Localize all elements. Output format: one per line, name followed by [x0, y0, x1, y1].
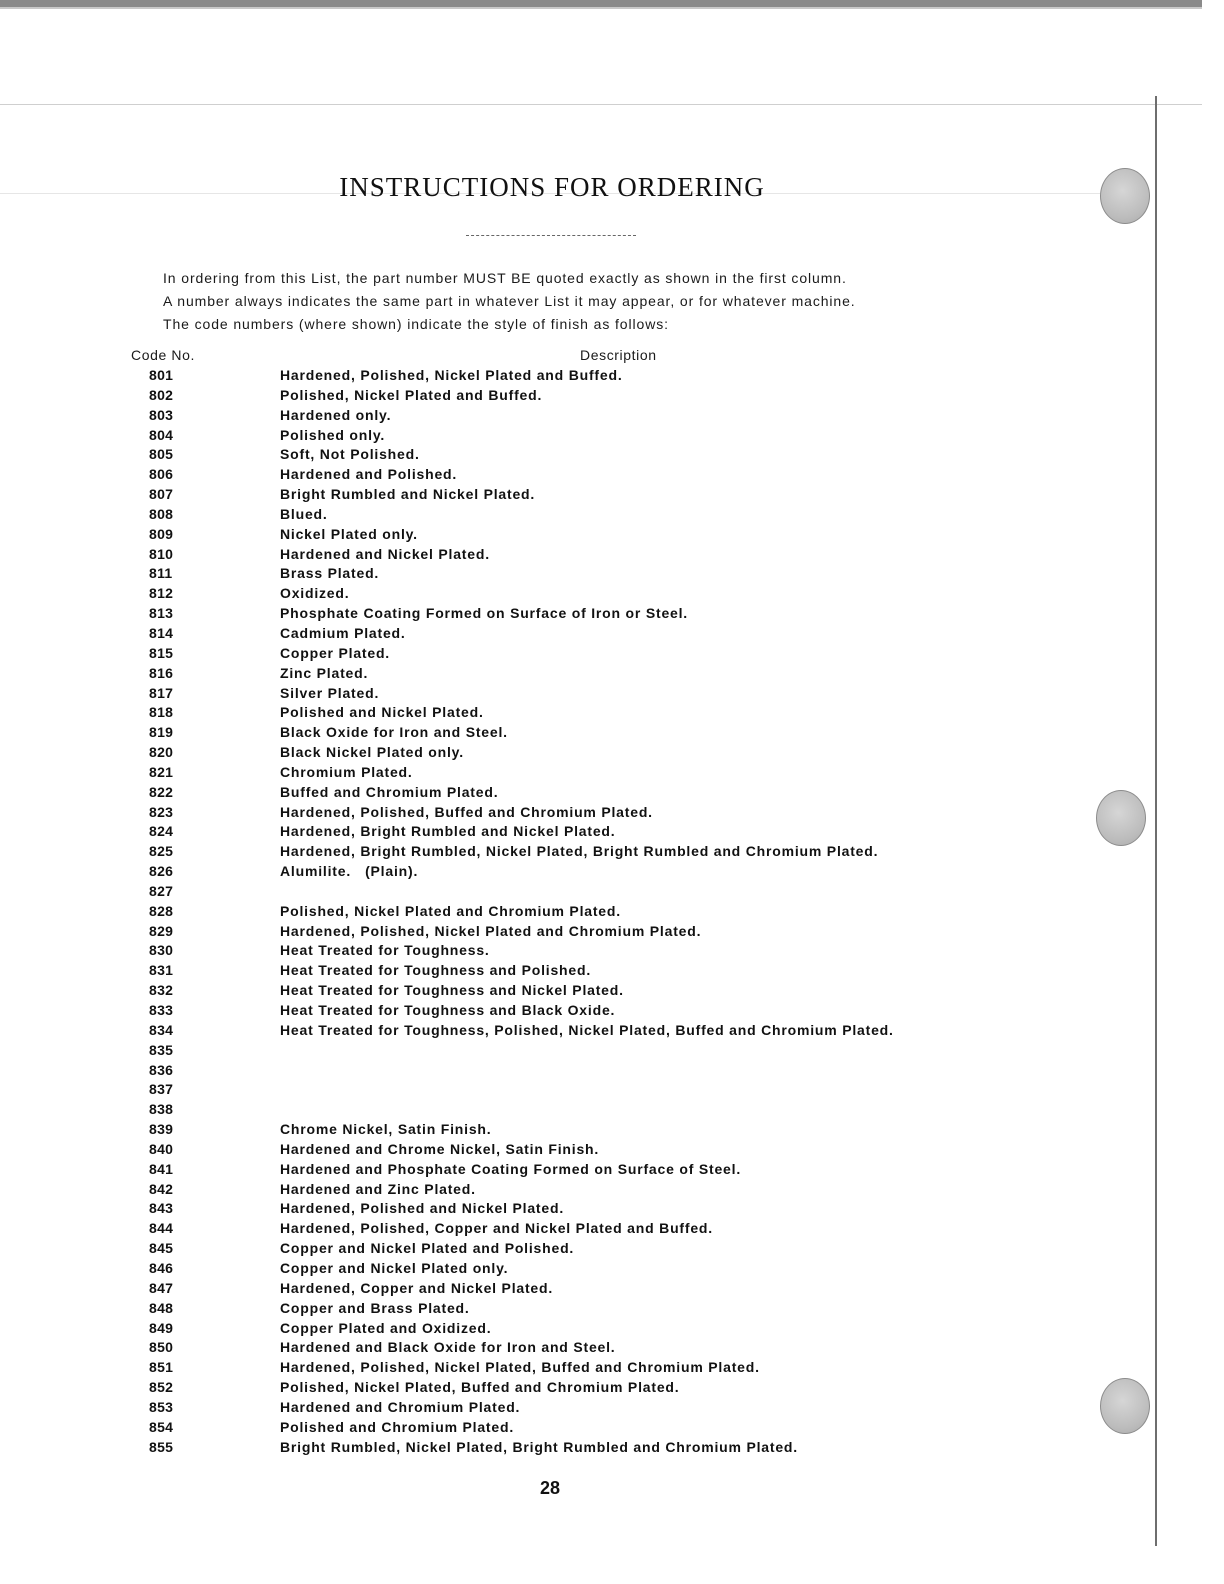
binder-hole-icon [1100, 1378, 1150, 1434]
table-row [0, 1280, 1100, 1300]
table-row [0, 1062, 1100, 1082]
code-number: 804 [149, 426, 174, 443]
table-row [0, 962, 1100, 982]
finish-description: Soft, Not Polished. [280, 446, 420, 463]
code-number: 812 [149, 585, 174, 602]
code-number: 836 [149, 1061, 174, 1078]
code-number: 826 [149, 863, 174, 880]
code-number: 838 [149, 1101, 174, 1118]
code-number: 823 [149, 803, 174, 820]
table-row [0, 1121, 1100, 1141]
finish-description: Copper and Nickel Plated only. [280, 1259, 509, 1276]
finish-description: Chrome Nickel, Satin Finish. [280, 1121, 492, 1138]
finish-description: Blued. [280, 505, 328, 522]
code-number: 821 [149, 763, 174, 780]
table-row [0, 546, 1100, 566]
table-row [0, 1220, 1100, 1240]
code-number: 816 [149, 664, 174, 681]
finish-description: Bright Rumbled, Nickel Plated, Bright Rumbled and Chromium Plated. [280, 1438, 798, 1455]
binder-edge-line [1155, 96, 1157, 1546]
table-row [0, 1022, 1100, 1042]
code-number: 803 [149, 406, 174, 423]
code-number: 808 [149, 505, 174, 522]
table-row [0, 585, 1100, 605]
code-number: 807 [149, 486, 174, 503]
table-row [0, 605, 1100, 625]
finish-description: Copper and Nickel Plated and Polished. [280, 1240, 575, 1257]
code-number: 840 [149, 1140, 174, 1157]
finish-description: Nickel Plated only. [280, 525, 418, 542]
finish-description: Hardened and Chromium Plated. [280, 1398, 521, 1415]
table-row [0, 1141, 1100, 1161]
code-number: 828 [149, 902, 174, 919]
code-number: 830 [149, 942, 174, 959]
table-row [0, 903, 1100, 923]
table-row [0, 704, 1100, 724]
intro-line: A number always indicates the same part in whatever List it may appear, or for whatever machine. [163, 293, 856, 309]
table-row [0, 764, 1100, 784]
finish-description: Hardened, Polished, Nickel Plated, Buffed and Chromium Plated. [280, 1359, 760, 1376]
table-row [0, 1042, 1100, 1062]
code-number: 809 [149, 525, 174, 542]
finish-description: Hardened and Chrome Nickel, Satin Finish. [280, 1140, 600, 1157]
table-row [0, 804, 1100, 824]
code-number: 853 [149, 1398, 174, 1415]
code-number: 834 [149, 1021, 174, 1038]
table-row [0, 1002, 1100, 1022]
scan-edge-shadow [0, 7, 1202, 9]
table-row [0, 843, 1100, 863]
finish-description: Heat Treated for Toughness. [280, 942, 490, 959]
finish-description: Heat Treated for Toughness and Black Oxide. [280, 1002, 616, 1018]
description-column-header: Description [580, 347, 657, 363]
finish-description: Hardened, Bright Rumbled, Nickel Plated, Bright Rumbled and Chromium Plated. [280, 843, 879, 860]
table-row [0, 446, 1100, 466]
scan-edge-top [0, 0, 1202, 7]
binder-hole-icon [1100, 168, 1150, 224]
finish-description: Hardened, Polished, Nickel Plated and Chromium Plated. [280, 922, 702, 939]
code-number: 832 [149, 982, 174, 999]
code-number: 835 [149, 1041, 174, 1058]
finish-code-table [0, 367, 1100, 1458]
table-row [0, 1161, 1100, 1181]
finish-description: Heat Treated for Toughness and Nickel Plated. [280, 982, 624, 999]
intro-line: In ordering from this List, the part number MUST BE quoted exactly as shown in the first column. [163, 270, 847, 286]
finish-description: Cadmium Plated. [280, 624, 406, 641]
table-row [0, 665, 1100, 685]
table-row [0, 1101, 1100, 1121]
binder-hole-icon [1096, 790, 1146, 846]
code-number: 817 [149, 684, 174, 701]
code-number: 833 [149, 1002, 174, 1018]
code-number: 852 [149, 1379, 174, 1396]
finish-description: Hardened and Nickel Plated. [280, 545, 490, 562]
table-row [0, 1399, 1100, 1419]
finish-description: Chromium Plated. [280, 763, 413, 780]
finish-description: Alumilite. (Plain). [280, 863, 419, 880]
finish-description: Hardened and Zinc Plated. [280, 1180, 476, 1197]
table-row [0, 625, 1100, 645]
finish-description: Hardened only. [280, 406, 392, 423]
finish-description: Polished, Nickel Plated, Buffed and Chromium Plated. [280, 1379, 680, 1396]
finish-description: Copper Plated. [280, 644, 390, 661]
code-number: 818 [149, 704, 174, 721]
table-row [0, 1240, 1100, 1260]
finish-description: Hardened, Polished and Nickel Plated. [280, 1200, 565, 1217]
table-row [0, 645, 1100, 665]
finish-description: Silver Plated. [280, 684, 380, 701]
page-top-rule [0, 104, 1202, 105]
code-number: 825 [149, 843, 174, 860]
table-row [0, 685, 1100, 705]
finish-description: Polished, Nickel Plated and Chromium Plated. [280, 902, 621, 919]
table-row [0, 526, 1100, 546]
code-number: 847 [149, 1279, 174, 1296]
table-row [0, 1320, 1100, 1340]
code-column-header: Code No. [131, 347, 195, 363]
code-number: 855 [149, 1438, 174, 1455]
table-row [0, 1379, 1100, 1399]
code-number: 827 [149, 882, 174, 899]
table-row [0, 1419, 1100, 1439]
code-number: 819 [149, 724, 174, 741]
code-number: 850 [149, 1339, 174, 1356]
code-number: 813 [149, 605, 174, 622]
table-row [0, 427, 1100, 447]
table-row [0, 466, 1100, 486]
code-number: 848 [149, 1299, 174, 1316]
table-row [0, 486, 1100, 506]
code-number: 854 [149, 1418, 174, 1435]
code-number: 829 [149, 922, 174, 939]
finish-description: Zinc Plated. [280, 664, 369, 681]
finish-description: Polished only. [280, 426, 386, 443]
code-number: 849 [149, 1319, 174, 1336]
finish-description: Bright Rumbled and Nickel Plated. [280, 486, 536, 503]
finish-description: Hardened, Polished, Copper and Nickel Plated and Buffed. [280, 1220, 713, 1237]
code-number: 839 [149, 1121, 174, 1138]
finish-description: Hardened, Polished, Buffed and Chromium Plated. [280, 803, 653, 820]
code-number: 824 [149, 823, 174, 840]
code-number: 846 [149, 1259, 174, 1276]
code-number: 843 [149, 1200, 174, 1217]
code-number: 841 [149, 1160, 174, 1177]
code-number: 820 [149, 744, 174, 761]
code-number: 851 [149, 1359, 174, 1376]
intro-line: The code numbers (where shown) indicate the style of finish as follows: [163, 316, 669, 332]
code-number: 844 [149, 1220, 174, 1237]
table-row [0, 923, 1100, 943]
table-row [0, 823, 1100, 843]
code-number: 802 [149, 386, 174, 403]
table-row [0, 982, 1100, 1002]
finish-description: Polished and Nickel Plated. [280, 704, 484, 721]
page-number: 28 [539, 1478, 561, 1498]
code-number: 810 [149, 545, 174, 562]
code-number: 801 [149, 367, 174, 383]
table-row [0, 407, 1100, 427]
table-row [0, 1300, 1100, 1320]
finish-description: Polished, Nickel Plated and Buffed. [280, 386, 543, 403]
table-row [0, 506, 1100, 526]
finish-description: Copper and Brass Plated. [280, 1299, 470, 1316]
table-row [0, 1081, 1100, 1101]
code-number: 842 [149, 1180, 174, 1197]
code-number: 805 [149, 446, 174, 463]
table-row [0, 744, 1100, 764]
table-row [0, 565, 1100, 585]
finish-description: Hardened, Bright Rumbled and Nickel Plated. [280, 823, 616, 840]
intro-text [163, 267, 1043, 336]
finish-description: Hardened, Polished, Nickel Plated and Buffed. [280, 367, 623, 383]
code-number: 831 [149, 962, 174, 979]
table-row [0, 387, 1100, 407]
finish-description: Hardened, Copper and Nickel Plated. [280, 1279, 554, 1296]
code-number: 837 [149, 1081, 174, 1098]
table-row [0, 1260, 1100, 1280]
finish-description: Black Nickel Plated only. [280, 744, 464, 761]
finish-description: Heat Treated for Toughness, Polished, Nickel Plated, Buffed and Chromium Plated. [280, 1021, 894, 1038]
table-row [0, 724, 1100, 744]
finish-description: Copper Plated and Oxidized. [280, 1319, 492, 1336]
table-row [0, 1339, 1100, 1359]
finish-description: Polished and Chromium Plated. [280, 1418, 515, 1435]
table-row [0, 1359, 1100, 1379]
finish-description: Phosphate Coating Formed on Surface of Iron or Steel. [280, 605, 688, 622]
table-row [0, 1181, 1100, 1201]
table-row [0, 784, 1100, 804]
table-row [0, 942, 1100, 962]
page-title: INSTRUCTIONS FOR ORDERING [339, 172, 765, 202]
table-row [0, 1439, 1100, 1459]
table-row [0, 367, 1100, 387]
finish-description: Hardened and Black Oxide for Iron and Steel. [280, 1339, 616, 1356]
finish-description: Hardened and Polished. [280, 466, 458, 483]
finish-description: Brass Plated. [280, 565, 380, 582]
finish-description: Buffed and Chromium Plated. [280, 783, 499, 800]
finish-description: Hardened and Phosphate Coating Formed on Surface of Steel. [280, 1160, 742, 1177]
code-number: 845 [149, 1240, 174, 1257]
title-underline [466, 235, 636, 236]
code-number: 811 [149, 565, 173, 582]
table-row [0, 883, 1100, 903]
code-number: 822 [149, 783, 174, 800]
table-row [0, 863, 1100, 883]
finish-description: Black Oxide for Iron and Steel. [280, 724, 508, 741]
code-number: 815 [149, 644, 174, 661]
code-number: 806 [149, 466, 174, 483]
finish-description: Heat Treated for Toughness and Polished. [280, 962, 592, 979]
finish-description: Oxidized. [280, 585, 350, 602]
table-row [0, 1200, 1100, 1220]
code-number: 814 [149, 624, 174, 641]
